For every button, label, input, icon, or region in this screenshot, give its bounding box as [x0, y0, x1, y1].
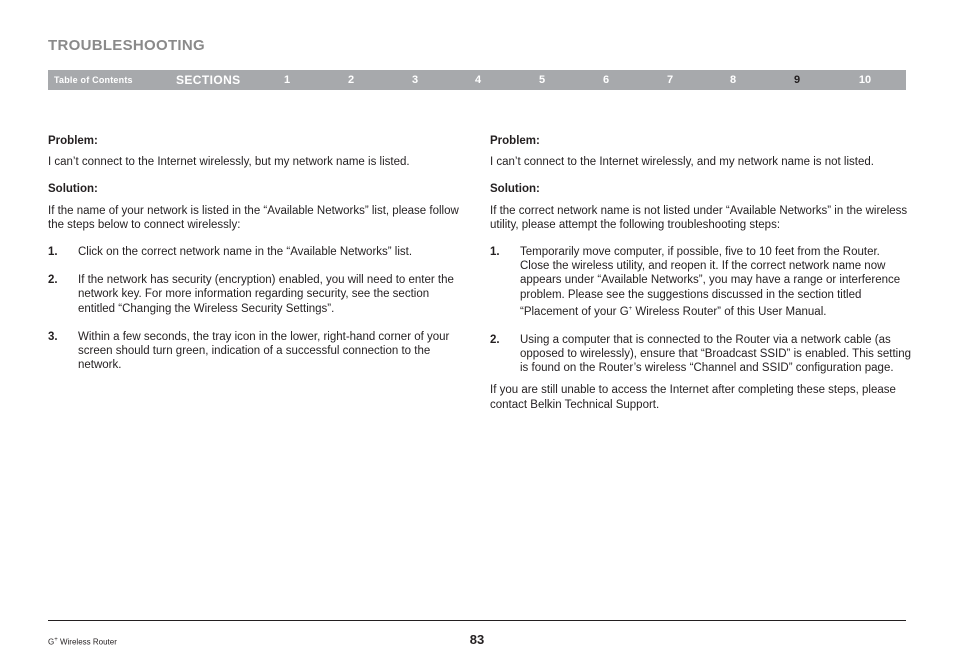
problem-label: Problem: — [490, 135, 540, 147]
section-link-3[interactable]: 3 — [411, 74, 419, 86]
section-link-5[interactable]: 5 — [538, 74, 546, 86]
step-number: 2. — [490, 333, 500, 346]
sections-label: SECTIONS — [176, 73, 241, 87]
table-of-contents-link[interactable]: Table of Contents — [54, 75, 133, 85]
step-text: Temporarily move computer, if possible, five to 10 feet from the Router. Close the wireless utility, and reopen it. If the correct network name now appears under “Available Networks”, you may have a range or interference problem. Please see the suggestions discussed in the section titled “Placement of your G+ Wireless Router” of this User Manual. — [520, 246, 901, 318]
section-link-2[interactable]: 2 — [347, 74, 355, 86]
step-number: 2. — [48, 274, 58, 287]
solution-intro: If the correct network name is not listed under “Available Networks” in the wireless utility, please attempt the following troubleshooting steps: — [490, 204, 908, 231]
page-number: 83 — [469, 632, 485, 647]
solution-label: Solution: — [48, 183, 98, 196]
closing-text: If you are still unable to access the Internet after completing these steps, please contact Belkin Technical Support. — [490, 384, 896, 411]
section-link-6[interactable]: 6 — [602, 74, 610, 86]
solution-intro: If the name of your network is listed in the “Available Networks” list, please follow the steps below to connect wirelessly: — [48, 204, 459, 231]
left-column — [48, 134, 468, 386]
right-column — [490, 134, 912, 425]
step-text: Using a computer that is connected to the Router via a network cable (as opposed to wirelessly), ensure that “Broadcast SSID” is enabled. This setting is found on the Router’s wireless “Channel and SSID” configuration page. — [520, 333, 911, 375]
problem-label: Problem: — [48, 135, 98, 147]
solution-steps — [48, 245, 468, 372]
section-link-9-active[interactable]: 9 — [793, 74, 801, 86]
footer-product-name: G+ Wireless Router — [48, 637, 117, 647]
list-item — [48, 273, 468, 316]
step-text: If the network has security (encryption) enabled, you will need to enter the network key. For more information regarding security, see the section entitled “Changing the Wireless Security Settings”. — [78, 274, 454, 315]
list-item — [490, 245, 912, 319]
step-number: 1. — [490, 246, 500, 259]
section-nav-bar — [48, 70, 906, 90]
step-text: Within a few seconds, the tray icon in the lower, right-hand corner of your screen should turn green, indication of a successful connection to the network. — [78, 330, 450, 372]
section-link-4[interactable]: 4 — [474, 74, 482, 86]
step-number: 3. — [48, 330, 58, 343]
step-number: 1. — [48, 246, 58, 259]
problem-text: I can’t connect to the Internet wirelessly, and my network name is not listed. — [490, 156, 874, 169]
list-item — [48, 245, 468, 259]
section-link-1[interactable]: 1 — [283, 74, 291, 86]
solution-label: Solution: — [490, 183, 540, 196]
list-item — [490, 333, 912, 376]
section-link-10[interactable]: 10 — [858, 74, 872, 86]
step-text: Click on the correct network name in the “Available Networks” list. — [78, 246, 413, 259]
section-link-7[interactable]: 7 — [666, 74, 674, 86]
solution-steps — [490, 245, 912, 375]
list-item — [48, 330, 468, 373]
footer-divider — [48, 620, 906, 621]
page-section-title: TROUBLESHOOTING — [48, 37, 205, 54]
section-link-8[interactable]: 8 — [729, 74, 737, 86]
problem-text: I can’t connect to the Internet wirelessly, but my network name is listed. — [48, 156, 410, 169]
